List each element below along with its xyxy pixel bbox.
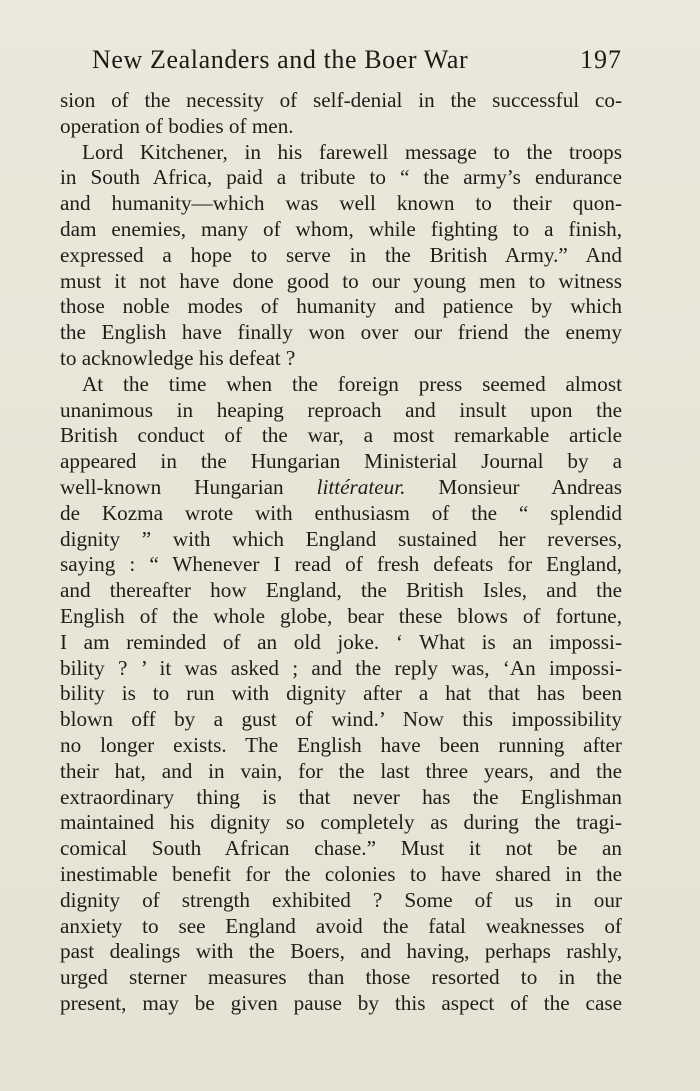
text-line: English of the whole globe, bear these blows of fortune, — [60, 603, 622, 628]
text-line: operation of bodies of men. — [60, 113, 294, 138]
text-line: comical South African chase.” Must it not be an — [60, 836, 622, 861]
text-line: and thereafter how England, the British Isles, and the — [60, 578, 622, 603]
text-line: maintained his dignity so completely as during the tragi- — [60, 810, 622, 835]
text-line: unanimous in heaping reproach and insult upon the — [60, 397, 622, 422]
text-segment: well-known Hungarian — [60, 474, 317, 499]
text-line: Lord Kitchener, in his farewell message to the troops — [82, 139, 622, 164]
text-line: present, may be given pause by this aspect of the case — [60, 990, 622, 1015]
text-line: British conduct of the war, a most remarkable article — [60, 423, 622, 448]
text-line: their hat, and in vain, for the last three years, and the — [60, 758, 622, 783]
text-line: de Kozma wrote with enthusiasm of the “ splendid — [60, 500, 622, 525]
text-line: and humanity—which was well known to their quon- — [60, 191, 622, 216]
text-line: must it not have done good to our young men to witness — [60, 268, 622, 293]
text-line: to acknowledge his defeat ? — [60, 345, 296, 370]
text-line: no longer exists. The English have been running after — [60, 732, 622, 757]
text-line: those noble modes of humanity and patience by which — [60, 294, 622, 319]
text-line: dignity of strength exhibited ? Some of us in our — [60, 887, 622, 912]
text-line: At the time when the foreign press seemed almost — [82, 371, 622, 396]
text-line: bility is to run with dignity after a hat that has been — [60, 681, 622, 706]
text-line: blown off by a gust of wind.’ Now this impossibility — [60, 707, 622, 732]
text-line: saying : “ Whenever I read of fresh defeats for England, — [60, 552, 622, 577]
running-header — [92, 42, 622, 78]
text-line: anxiety to see England avoid the fatal weaknesses of — [60, 913, 622, 938]
text-line: expressed a hope to serve in the British Army.” And — [60, 242, 622, 267]
text-line: urged sterner measures than those resorted to in the — [60, 965, 622, 990]
text-line: dignity ” with which England sustained her reverses, — [60, 526, 622, 551]
text-line: I am reminded of an old joke. ‘ What is an impossi- — [60, 629, 622, 654]
text-segment: Monsieur Andreas — [405, 474, 622, 499]
text-line: sion of the necessity of self-denial in the successful co- — [60, 88, 622, 112]
text-line: dam enemies, many of whom, while fighting to a finish, — [60, 216, 622, 241]
page-number: 197 — [580, 45, 622, 74]
text-line-with-italic — [60, 475, 622, 501]
text-line: past dealings with the Boers, and having, perhaps rashly, — [60, 939, 622, 964]
text-line: bility ? ’ it was asked ; and the reply was, ‘An impossi- — [60, 655, 622, 680]
text-line: inestimable benefit for the colonies to have shared in the — [60, 861, 622, 886]
text-line: the English have finally won over our friend the enemy — [60, 320, 622, 345]
running-title: New Zealanders and the Boer War — [92, 45, 469, 74]
body-text — [60, 88, 622, 1017]
text-line: in South Africa, paid a tribute to “ the army’s endurance — [60, 165, 622, 190]
italic-word: littérateur. — [316, 474, 406, 499]
text-line: extraordinary thing is that never has the Englishman — [60, 784, 622, 809]
text-line: appeared in the Hungarian Ministerial Journal by a — [60, 449, 622, 474]
